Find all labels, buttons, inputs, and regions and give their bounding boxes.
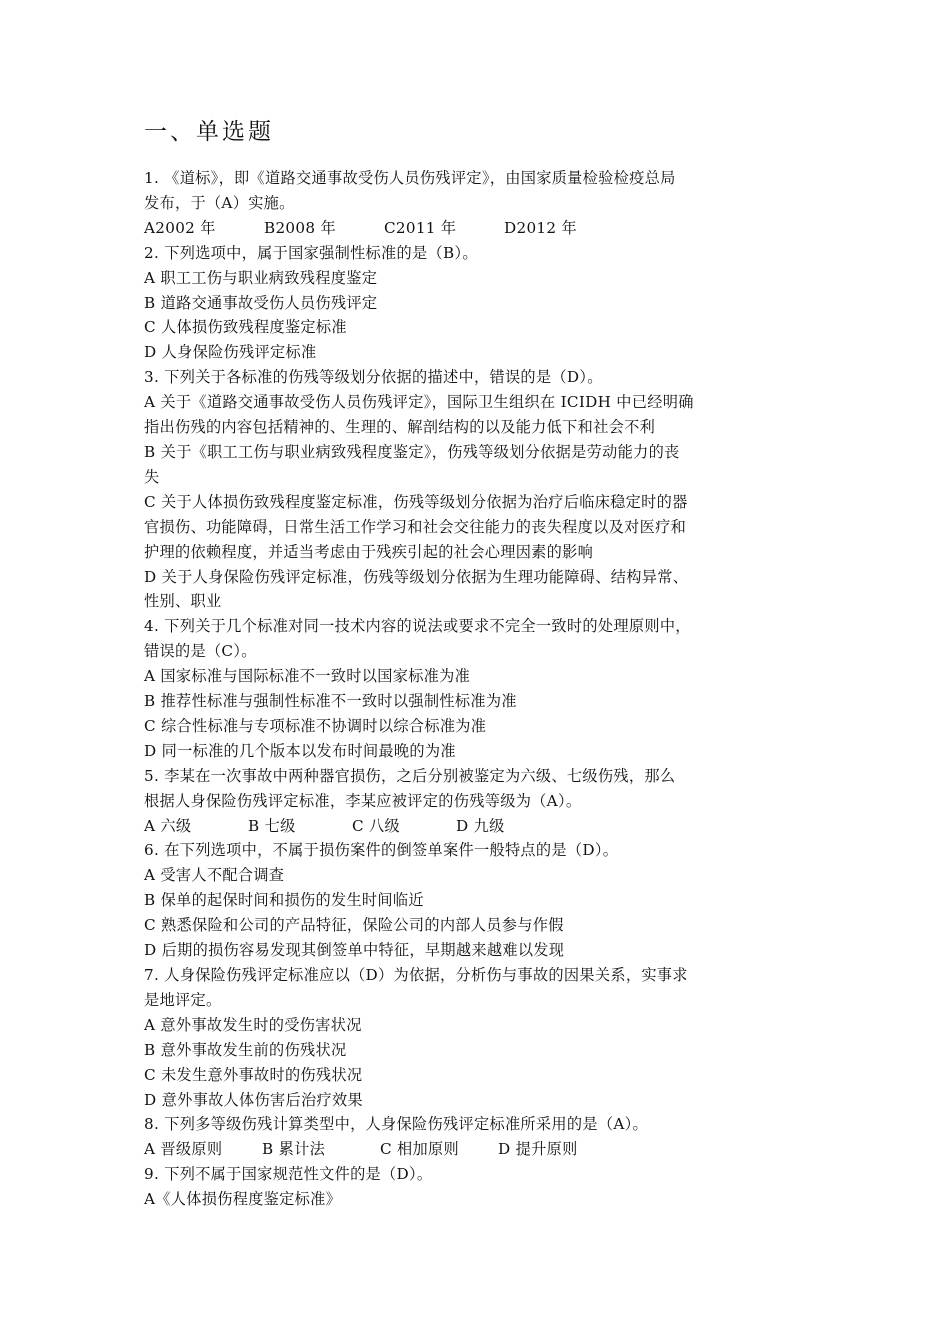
option-D: D 九级 bbox=[456, 816, 505, 835]
option-line: C 熟悉保险和公司的产品特征，保险公司的内部人员参与作假 bbox=[144, 916, 564, 935]
option-line: D 同一标准的几个版本以发布时间最晚的为准 bbox=[144, 741, 456, 760]
question-2 bbox=[144, 241, 824, 366]
option-B: B 累计法 bbox=[262, 1140, 326, 1159]
option-line: A 国家标准与国际标准不一致时以国家标准为准 bbox=[144, 667, 471, 686]
option-line: B 保单的起保时间和损伤的发生时间临近 bbox=[144, 891, 424, 910]
option-line: C 未发生意外事故时的伤残状况 bbox=[144, 1065, 363, 1084]
option-B: B 七级 bbox=[248, 816, 296, 835]
option-B: B2008 年 bbox=[264, 218, 336, 237]
inline-options bbox=[144, 1137, 824, 1162]
option-C: C 相加原则 bbox=[380, 1140, 459, 1159]
option-line: C 人体损伤致残程度鉴定标准 bbox=[144, 318, 347, 337]
option-line: C 综合性标准与专项标准不协调时以综合标准为准 bbox=[144, 716, 487, 735]
option-line: 失 bbox=[144, 467, 160, 486]
question-stem-line: 错误的是（C）。 bbox=[144, 642, 257, 661]
question-8 bbox=[144, 1112, 824, 1162]
option-C: C 八级 bbox=[352, 816, 401, 835]
question-7 bbox=[144, 963, 824, 1112]
option-A: A 晋级原则 bbox=[144, 1140, 223, 1159]
inline-options bbox=[144, 814, 824, 839]
option-line: D 人身保险伤残评定标准 bbox=[144, 343, 317, 362]
option-D: D2012 年 bbox=[504, 218, 577, 237]
option-line: 指出伤残的内容包括精神的、生理的、解剖结构的以及能力低下和社会不利 bbox=[144, 418, 656, 437]
question-stem-line: 7. 人身保险伤残评定标准应以（D）为依据，分析伤与事故的因果关系，实事求 bbox=[144, 966, 688, 984]
question-3 bbox=[144, 365, 824, 614]
section-title: 一、单选题 bbox=[144, 119, 274, 145]
option-line: C 关于人体损伤致残程度鉴定标准，伤残等级划分依据为治疗后临床稳定时的器 bbox=[144, 492, 688, 511]
option-D: D 提升原则 bbox=[498, 1140, 578, 1159]
option-line: B 推荐性标准与强制性标准不一致时以强制性标准为准 bbox=[144, 692, 517, 711]
question-stem-line: 8. 下列多等级伤残计算类型中，人身保险伤残评定标准所采用的是（A）。 bbox=[144, 1115, 648, 1134]
option-line: A《人体损伤程度鉴定标准》 bbox=[144, 1190, 342, 1209]
question-4 bbox=[144, 614, 824, 763]
question-9 bbox=[144, 1162, 824, 1212]
inline-options bbox=[144, 216, 824, 241]
option-line: A 关于《道路交通事故受伤人员伤残评定》，国际卫生组织在 ICIDH 中已经明确 bbox=[144, 393, 694, 412]
question-stem-line: 4. 下列关于几个标准对同一技术内容的说法或要求不完全一致时的处理原则中， bbox=[144, 617, 691, 636]
option-line: A 职工工伤与职业病致残程度鉴定 bbox=[144, 268, 378, 287]
option-line: A 受害人不配合调查 bbox=[144, 866, 285, 885]
option-A: A2002 年 bbox=[144, 218, 216, 237]
question-stem-line: 5. 李某在一次事故中两种器官损伤，之后分别被鉴定为六级、七级伤残，那么 bbox=[144, 766, 676, 785]
option-line: D 后期的损伤容易发现其倒签单中特征，早期越来越难以发现 bbox=[144, 941, 565, 960]
option-line: 护理的依赖程度，并适当考虑由于残疾引起的社会心理因素的影响 bbox=[144, 542, 594, 561]
question-1 bbox=[144, 166, 824, 241]
question-stem-line: 发布，于（A）实施。 bbox=[144, 193, 295, 212]
option-A: A 六级 bbox=[144, 816, 192, 835]
option-line: 官损伤、功能障碍，日常生活工作学习和社会交往能力的丧失程度以及对医疗和 bbox=[144, 517, 687, 536]
question-stem-line: 9. 下列不属于国家规范性文件的是（D）。 bbox=[144, 1165, 433, 1184]
option-line: 性别、职业 bbox=[144, 592, 222, 611]
question-list bbox=[144, 166, 824, 1212]
question-stem-line: 1. 《道标》，即《道路交通事故受伤人员伤残评定》，由国家质量检验检疫总局 bbox=[144, 169, 676, 187]
document-body bbox=[144, 112, 824, 1212]
option-C: C2011 年 bbox=[384, 218, 457, 237]
question-6 bbox=[144, 838, 824, 963]
option-line: D 关于人身保险伤残评定标准，伤残等级划分依据为生理功能障碍、结构异常、 bbox=[144, 567, 689, 586]
option-line: B 道路交通事故受伤人员伤残评定 bbox=[144, 293, 378, 312]
option-line: D 意外事故人体伤害后治疗效果 bbox=[144, 1090, 363, 1109]
question-stem-line: 根据人身保险伤残评定标准，李某应被评定的伤残等级为（A）。 bbox=[144, 791, 582, 810]
question-stem-line: 3. 下列关于各标准的伤残等级划分依据的描述中，错误的是（D）。 bbox=[144, 368, 603, 387]
question-5 bbox=[144, 764, 824, 839]
option-line: B 意外事故发生前的伤残状况 bbox=[144, 1040, 347, 1059]
question-stem-line: 6. 在下列选项中，不属于损伤案件的倒签单案件一般特点的是（D）。 bbox=[144, 841, 619, 860]
question-stem-line: 2. 下列选项中，属于国家强制性标准的是（B）。 bbox=[144, 243, 478, 262]
option-line: A 意外事故发生时的受伤害状况 bbox=[144, 1015, 362, 1034]
question-stem-line: 是地评定。 bbox=[144, 990, 222, 1009]
option-line: B 关于《职工工伤与职业病致残程度鉴定》，伤残等级划分依据是劳动能力的丧 bbox=[144, 442, 680, 461]
